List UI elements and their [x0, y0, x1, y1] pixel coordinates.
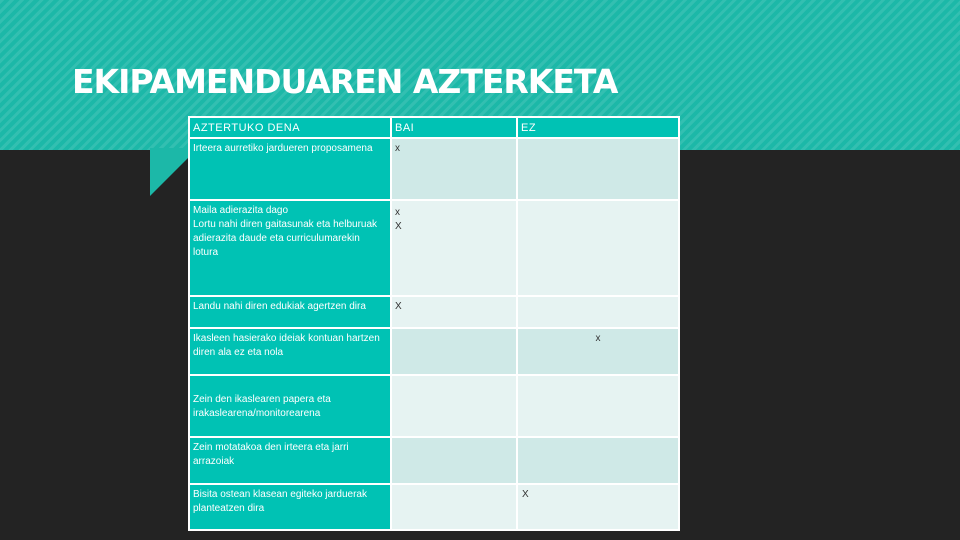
table-header-row [190, 118, 678, 137]
yes-cell [392, 485, 516, 529]
analysis-table [188, 116, 680, 531]
row-label: Irteera aurretiko jardueren proposamena [190, 139, 390, 199]
row-label: Zein motatakoa den irteera eta jarri arrazoiak [190, 438, 390, 483]
no-cell: X [518, 485, 678, 529]
row-label-line: Maila adierazita dago Lortu nahi diren gaitasunak eta helburuak adierazita daude eta curriculumarekin lotura [193, 205, 378, 258]
table-row [190, 297, 678, 327]
no-cell [518, 376, 678, 436]
yes-cell [392, 376, 516, 436]
no-cell [518, 438, 678, 483]
column-header-item: AZTERTUKO DENA [190, 118, 390, 137]
yes-cell: x [392, 139, 516, 199]
row-label: Ikasleen hasierako ideiak kontuan hartzen diren ala ez eta nola [190, 329, 390, 374]
yes-cell: X [392, 297, 516, 327]
page-title: EKIPAMENDUAREN AZTERKETA [72, 62, 618, 101]
table-row [190, 139, 678, 199]
row-label [190, 201, 390, 295]
no-cell [518, 201, 678, 295]
yes-cell [392, 438, 516, 483]
column-header-no: EZ [518, 118, 678, 137]
analysis-table-wrapper [188, 116, 678, 531]
row-label: Zein den ikaslearen papera eta irakaslearena/monitorearena [190, 376, 390, 436]
table-row [190, 485, 678, 529]
row-label: Landu nahi diren edukiak agertzen dira [190, 297, 390, 327]
table-row [190, 438, 678, 483]
column-header-yes: BAI [392, 118, 516, 137]
yes-cell: x X [392, 201, 516, 295]
no-cell [518, 139, 678, 199]
table-row [190, 329, 678, 374]
row-label: Bisita ostean klasean egiteko jarduerak planteatzen dira [190, 485, 390, 529]
yes-cell [392, 329, 516, 374]
no-cell [518, 297, 678, 327]
table-row [190, 376, 678, 436]
no-cell: x [518, 329, 678, 374]
table-row [190, 201, 678, 295]
